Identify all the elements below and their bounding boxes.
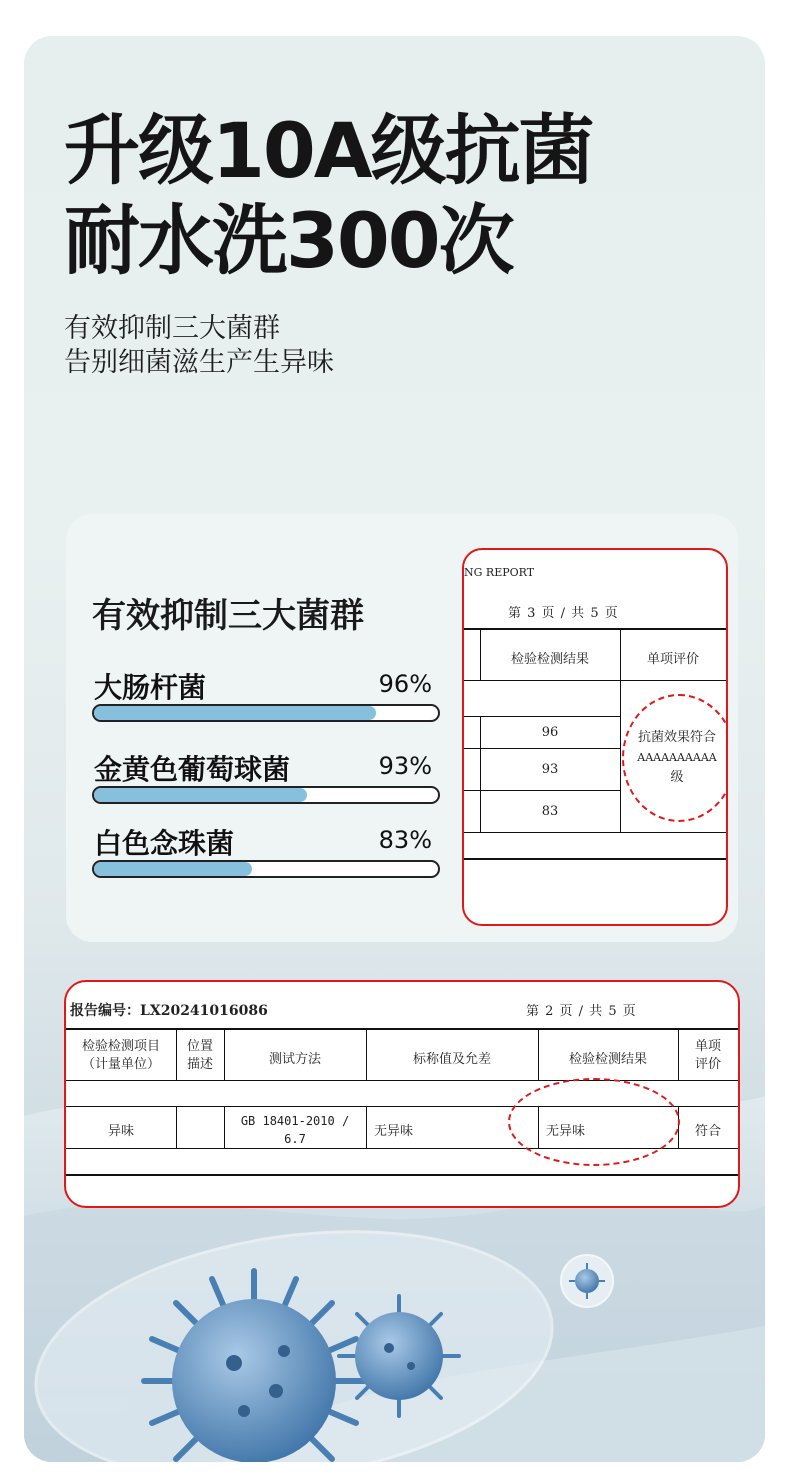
result-value: 96 <box>541 725 559 740</box>
report-excerpt-page2 <box>64 980 740 1208</box>
row-item: 异味 <box>107 1124 134 1139</box>
row-eval: 符合 <box>694 1124 721 1139</box>
stat-percent: 96% <box>378 670 432 698</box>
col-header-method: 测试方法 <box>268 1052 321 1067</box>
subtitle <box>64 312 334 380</box>
stat-name: 大肠杆菌 <box>94 671 207 704</box>
row-nominal: 无异味 <box>374 1124 414 1139</box>
stat-bar-fill <box>94 706 376 720</box>
stat-bar <box>92 704 440 722</box>
row-result: 无异味 <box>546 1124 586 1139</box>
header-line: 检验检测项目 <box>81 1039 160 1054</box>
col-header-result: 检验检测结果 <box>510 652 589 667</box>
cropped-title-fragment <box>484 548 564 559</box>
row-method <box>224 1112 366 1148</box>
stat-bar-fill <box>94 788 307 802</box>
stat-name: 白色念珠菌 <box>94 827 235 860</box>
header-line: 单项 <box>694 1039 721 1054</box>
col-header-position <box>176 1038 224 1074</box>
col-header-eval <box>678 1038 738 1074</box>
headline <box>64 106 593 286</box>
stat-percent: 93% <box>378 752 432 780</box>
header-line: （计量单位） <box>81 1057 160 1072</box>
report-number: 报告编号：LX20241016086 <box>70 1003 268 1019</box>
panel-title: 有效抑制三大菌群 <box>92 596 364 636</box>
col-header-item <box>66 1038 176 1074</box>
report-english-label: NG REPORT <box>464 566 535 579</box>
stat-percent: 83% <box>378 826 432 854</box>
report-page-number: 第 3 页 / 共 5 页 <box>508 606 619 621</box>
eval-line: AAAAAAAAAA <box>637 751 717 764</box>
stat-bar-fill <box>94 862 252 876</box>
col-header-eval: 单项评价 <box>646 652 699 667</box>
report-excerpt-page3 <box>462 548 728 926</box>
header-line: 描述 <box>186 1057 213 1072</box>
stat-bar <box>92 860 440 878</box>
highlight-oval <box>622 694 728 822</box>
col-header-result: 检验检测结果 <box>568 1052 647 1067</box>
subtitle-line-1: 有效抑制三大菌群 <box>64 313 280 344</box>
stat-bar <box>92 786 440 804</box>
report-page-number: 第 2 页 / 共 5 页 <box>526 1004 637 1019</box>
header-line: 评价 <box>694 1057 721 1072</box>
headline-line-2: 耐水洗300次 <box>64 196 513 285</box>
col-header-nominal: 标称值及允差 <box>412 1052 491 1067</box>
method-line: 6.7 <box>284 1132 306 1146</box>
result-value: 93 <box>541 762 559 777</box>
subtitle-line-2: 告别细菌滋生产生异味 <box>64 347 334 378</box>
result-value: 83 <box>541 804 559 819</box>
method-line: GB 18401-2010 / <box>240 1114 350 1128</box>
stat-name: 金黄色葡萄球菌 <box>94 753 291 786</box>
eval-line: 抗菌效果符合 <box>637 730 716 745</box>
eval-line: 级 <box>670 770 684 785</box>
highlight-oval <box>508 1078 680 1166</box>
headline-line-1: 升级10A级抗菌 <box>64 106 593 195</box>
header-line: 位置 <box>186 1039 213 1054</box>
